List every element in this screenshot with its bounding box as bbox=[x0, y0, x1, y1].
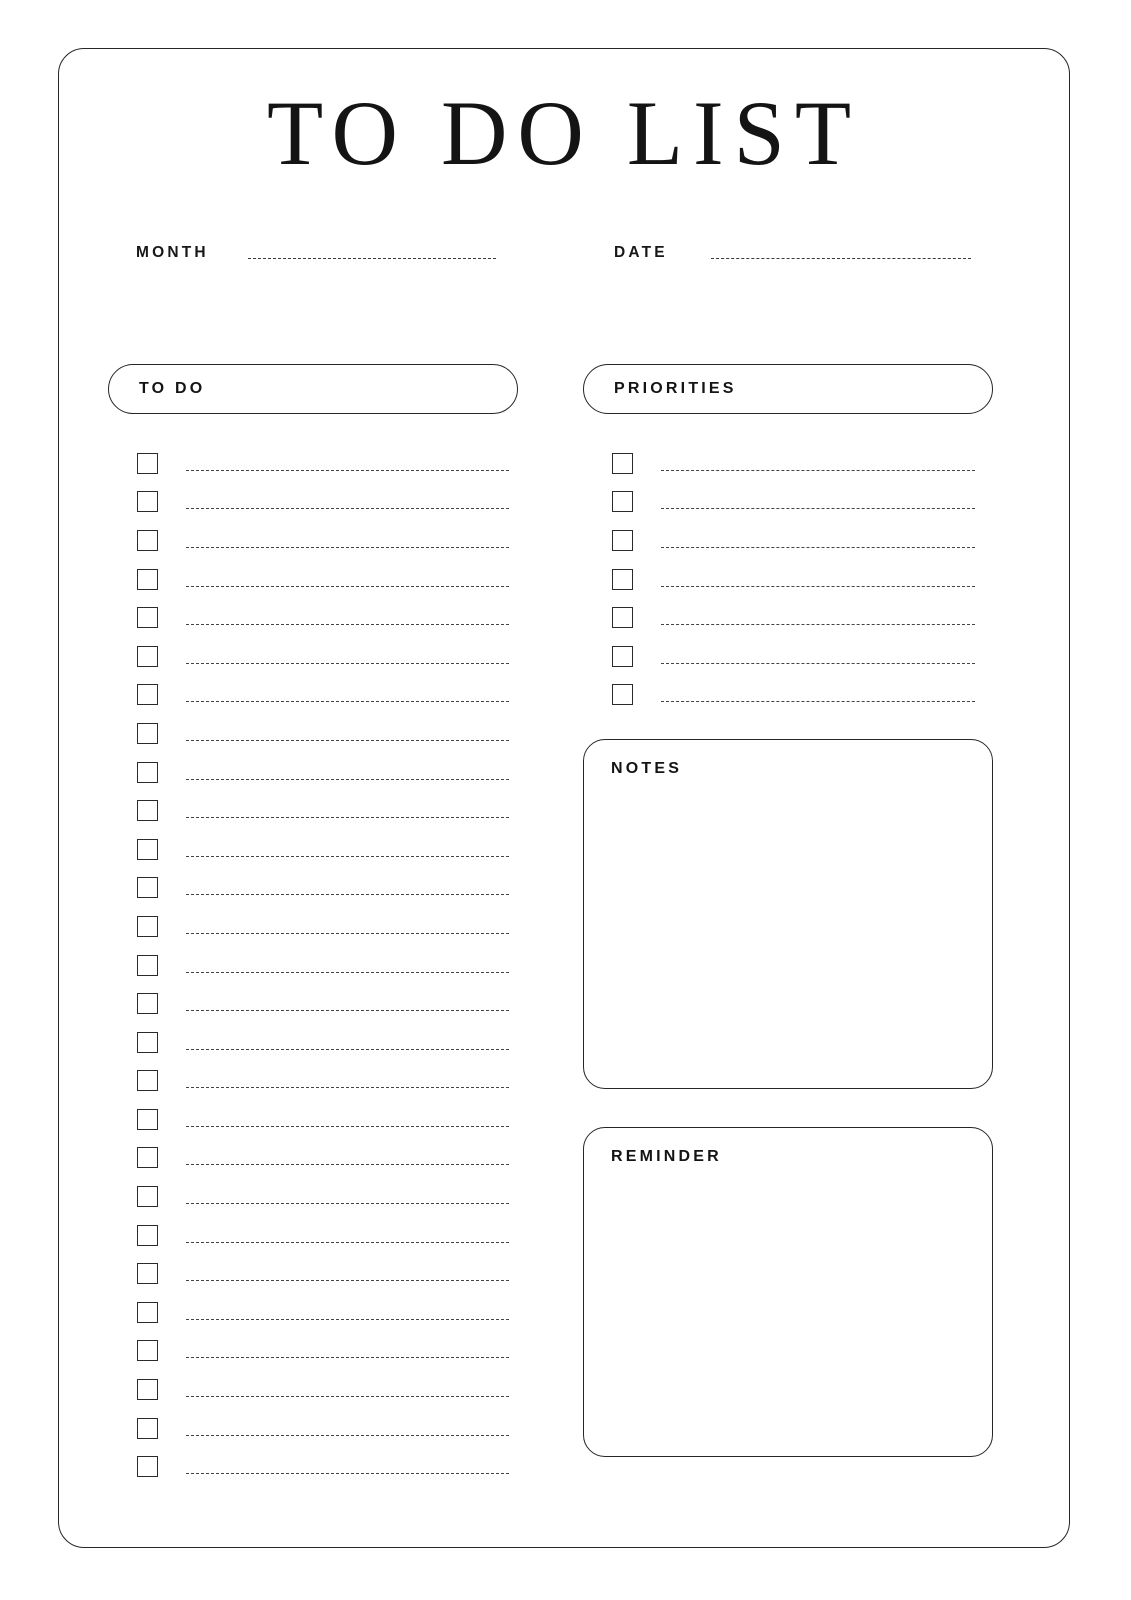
todo-item-checkbox[interactable] bbox=[137, 1379, 158, 1400]
todo-item-row bbox=[137, 907, 509, 946]
todo-item-checkbox[interactable] bbox=[137, 453, 158, 474]
page-sheet bbox=[58, 48, 1070, 1548]
todo-item-checkbox[interactable] bbox=[137, 955, 158, 976]
todo-item-write-line[interactable] bbox=[186, 894, 509, 895]
todo-item-row bbox=[137, 753, 509, 792]
reminder-label: REMINDER bbox=[611, 1148, 722, 1165]
priority-item-write-line[interactable] bbox=[661, 663, 975, 664]
todo-item-checkbox[interactable] bbox=[137, 530, 158, 551]
todo-item-row bbox=[137, 984, 509, 1023]
todo-item-write-line[interactable] bbox=[186, 586, 509, 587]
todo-item-write-line[interactable] bbox=[186, 624, 509, 625]
todo-item-checkbox[interactable] bbox=[137, 1418, 158, 1439]
priority-item-write-line[interactable] bbox=[661, 470, 975, 471]
todo-item-row bbox=[137, 444, 509, 483]
todo-item-checkbox[interactable] bbox=[137, 1456, 158, 1477]
todo-item-checkbox[interactable] bbox=[137, 1147, 158, 1168]
todo-item-row bbox=[137, 869, 509, 908]
priority-item-checkbox[interactable] bbox=[612, 607, 633, 628]
priority-item-row bbox=[612, 444, 975, 483]
todo-item-write-line[interactable] bbox=[186, 1203, 509, 1204]
priority-item-write-line[interactable] bbox=[661, 508, 975, 509]
todo-item-row bbox=[137, 1293, 509, 1332]
priority-item-row bbox=[612, 560, 975, 599]
todo-item-write-line[interactable] bbox=[186, 817, 509, 818]
todo-item-row bbox=[137, 560, 509, 599]
priority-item-checkbox[interactable] bbox=[612, 684, 633, 705]
priority-item-checkbox[interactable] bbox=[612, 530, 633, 551]
todo-item-checkbox[interactable] bbox=[137, 800, 158, 821]
todo-item-write-line[interactable] bbox=[186, 1049, 509, 1050]
todo-item-write-line[interactable] bbox=[186, 1164, 509, 1165]
month-label: MONTH bbox=[136, 244, 209, 261]
todo-item-write-line[interactable] bbox=[186, 547, 509, 548]
todo-item-checkbox[interactable] bbox=[137, 916, 158, 937]
todo-item-write-line[interactable] bbox=[186, 1010, 509, 1011]
todo-item-checkbox[interactable] bbox=[137, 646, 158, 667]
todo-item-checkbox[interactable] bbox=[137, 723, 158, 744]
priority-item-row bbox=[612, 521, 975, 560]
todo-item-row bbox=[137, 483, 509, 522]
todo-item-checkbox[interactable] bbox=[137, 1340, 158, 1361]
todo-item-row bbox=[137, 1100, 509, 1139]
todo-item-checkbox[interactable] bbox=[137, 1263, 158, 1284]
priority-item-row bbox=[612, 483, 975, 522]
priority-item-checkbox[interactable] bbox=[612, 646, 633, 667]
todo-item-row bbox=[137, 714, 509, 753]
todo-item-checkbox[interactable] bbox=[137, 993, 158, 1014]
todo-item-row bbox=[137, 1023, 509, 1062]
todo-item-checkbox[interactable] bbox=[137, 1225, 158, 1246]
todo-item-write-line[interactable] bbox=[186, 663, 509, 664]
todo-item-row bbox=[137, 791, 509, 830]
todo-item-checkbox[interactable] bbox=[137, 1109, 158, 1130]
todo-item-checkbox[interactable] bbox=[137, 1186, 158, 1207]
todo-item-write-line[interactable] bbox=[186, 972, 509, 973]
todo-item-write-line[interactable] bbox=[186, 701, 509, 702]
todo-item-checkbox[interactable] bbox=[137, 762, 158, 783]
todo-item-write-line[interactable] bbox=[186, 1319, 509, 1320]
todo-item-checkbox[interactable] bbox=[137, 569, 158, 590]
todo-item-checkbox[interactable] bbox=[137, 607, 158, 628]
todo-item-write-line[interactable] bbox=[186, 933, 509, 934]
todo-checklist bbox=[137, 444, 509, 1486]
todo-item-write-line[interactable] bbox=[186, 856, 509, 857]
date-label: DATE bbox=[614, 244, 668, 261]
todo-item-write-line[interactable] bbox=[186, 1242, 509, 1243]
date-input[interactable] bbox=[711, 258, 971, 259]
todo-item-row bbox=[137, 1062, 509, 1101]
todo-item-row bbox=[137, 1370, 509, 1409]
priority-item-checkbox[interactable] bbox=[612, 569, 633, 590]
todo-item-write-line[interactable] bbox=[186, 508, 509, 509]
todo-item-row bbox=[137, 946, 509, 985]
reminder-box[interactable] bbox=[583, 1127, 993, 1457]
todo-item-write-line[interactable] bbox=[186, 470, 509, 471]
todo-item-row bbox=[137, 1332, 509, 1371]
todo-item-row bbox=[137, 1254, 509, 1293]
priorities-section-label: PRIORITIES bbox=[614, 380, 737, 397]
priority-item-write-line[interactable] bbox=[661, 547, 975, 548]
todo-item-write-line[interactable] bbox=[186, 1396, 509, 1397]
todo-item-checkbox[interactable] bbox=[137, 491, 158, 512]
page-title: TO DO LIST bbox=[266, 82, 862, 184]
priority-item-write-line[interactable] bbox=[661, 624, 975, 625]
priority-item-row bbox=[612, 598, 975, 637]
priority-item-checkbox[interactable] bbox=[612, 491, 633, 512]
priorities-section-header bbox=[583, 364, 993, 414]
todo-item-checkbox[interactable] bbox=[137, 1070, 158, 1091]
todo-section-header bbox=[108, 364, 518, 414]
todo-item-write-line[interactable] bbox=[186, 1087, 509, 1088]
todo-item-row bbox=[137, 598, 509, 637]
todo-item-write-line[interactable] bbox=[186, 1435, 509, 1436]
todo-item-write-line[interactable] bbox=[186, 779, 509, 780]
notes-label: NOTES bbox=[611, 760, 683, 777]
priority-item-write-line[interactable] bbox=[661, 586, 975, 587]
month-input[interactable] bbox=[248, 258, 496, 259]
priority-item-checkbox[interactable] bbox=[612, 453, 633, 474]
todo-item-write-line[interactable] bbox=[186, 1126, 509, 1127]
todo-section-label: TO DO bbox=[139, 380, 206, 397]
priorities-checklist bbox=[612, 444, 975, 714]
todo-item-row bbox=[137, 1177, 509, 1216]
todo-item-row bbox=[137, 637, 509, 676]
priority-item-row bbox=[612, 637, 975, 676]
todo-item-write-line[interactable] bbox=[186, 1357, 509, 1358]
todo-item-checkbox[interactable] bbox=[137, 1032, 158, 1053]
todo-item-checkbox[interactable] bbox=[137, 684, 158, 705]
todo-item-row bbox=[137, 1447, 509, 1486]
todo-item-write-line[interactable] bbox=[186, 1280, 509, 1281]
todo-item-checkbox[interactable] bbox=[137, 1302, 158, 1323]
todo-item-write-line[interactable] bbox=[186, 740, 509, 741]
month-date-row bbox=[59, 244, 1069, 274]
todo-item-row bbox=[137, 521, 509, 560]
priority-item-write-line[interactable] bbox=[661, 701, 975, 702]
todo-item-row bbox=[137, 676, 509, 715]
notes-box[interactable] bbox=[583, 739, 993, 1089]
todo-item-row bbox=[137, 1216, 509, 1255]
priority-item-row bbox=[612, 676, 975, 715]
todo-item-checkbox[interactable] bbox=[137, 877, 158, 898]
todo-item-write-line[interactable] bbox=[186, 1473, 509, 1474]
todo-item-row bbox=[137, 830, 509, 869]
todo-item-row bbox=[137, 1139, 509, 1178]
todo-item-row bbox=[137, 1409, 509, 1448]
todo-item-checkbox[interactable] bbox=[137, 839, 158, 860]
